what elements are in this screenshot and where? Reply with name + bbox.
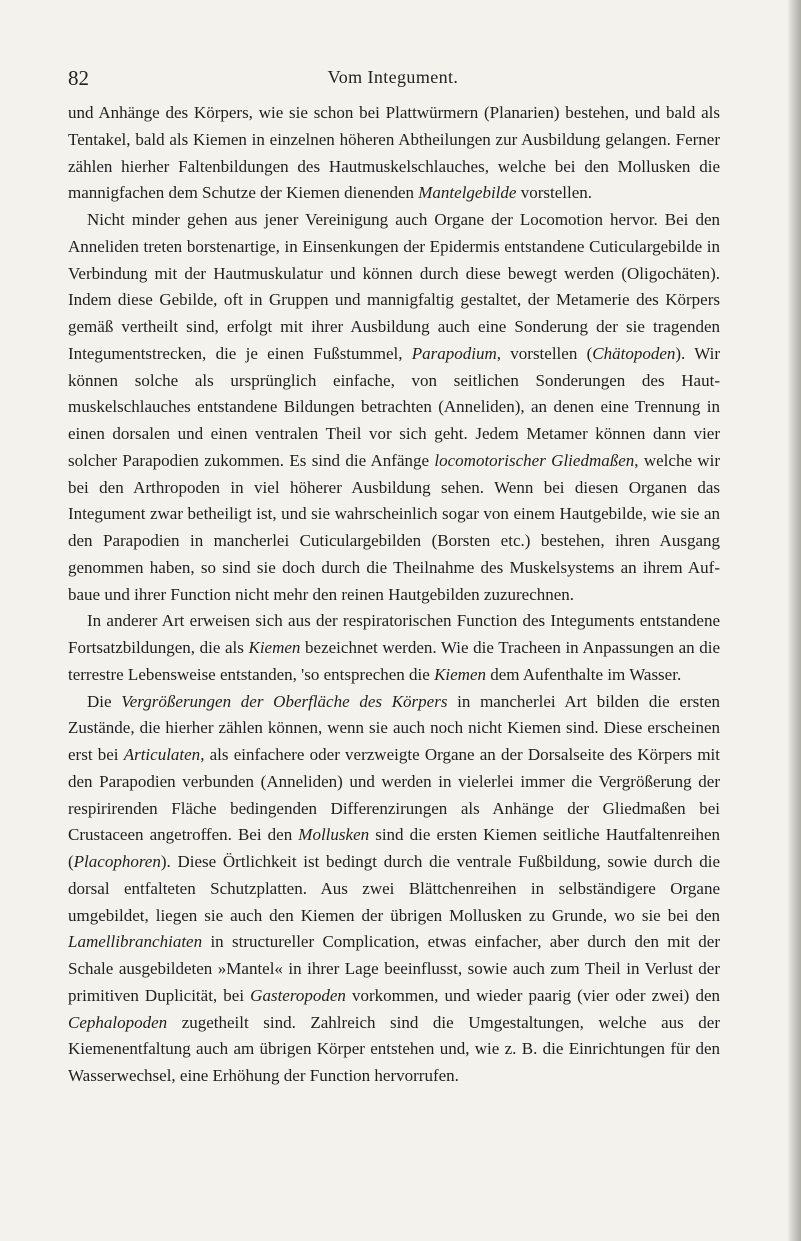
italic-term: Vergrößerungen der Oberfläche des Körpers: [121, 691, 448, 711]
italic-term: Lamellibranchiaten: [68, 932, 203, 952]
scan-edge-shadow: [787, 0, 801, 1241]
text-run: vorstellen.: [516, 183, 593, 203]
italic-term: Chätopoden: [592, 343, 676, 363]
text-run: Nicht minder gehen aus jener Vereinigung auch Organe der Locomotion hervor. Bei den Anneliden treten borstenartige, in Einsenkungen der Epidermis entstandene Cuticulargebilde in Verbindung mit der Hautmuskulatur und können durch diese bewegt werden (Oligochäten). Indem diese Gebilde, oft in Gruppen und mannigfaltig gestaltet, der Metamerie des Körpers gemäß vertheilt sind, erfolgt mit ihrer Ausbildung auch eine Sonderung der sie tragenden Integumentstrecken, die je einen Fußstummel,: [68, 210, 720, 363]
italic-term: locomotorischer Gliedmaßen: [434, 450, 635, 470]
paragraph: [68, 689, 720, 1090]
paragraph: [68, 608, 720, 688]
text-run: zugetheilt sind. Zahlreich sind die Umgestaltungen, welche aus der Kiemenentfaltung auch am übrigen Körper entstehen und, wie z. B. die Einrichtungen für den Wasserwechsel, eine Erhöhung der Function hervorrufen.: [68, 1012, 720, 1085]
running-title: Vom Integument.: [327, 67, 459, 87]
paragraph: [68, 100, 720, 207]
italic-term: Mantelgebilde: [418, 183, 517, 203]
text-run: , vorstellen (: [496, 343, 593, 363]
page-header: [68, 66, 718, 96]
text-run: in mancherlei Art bilden die ersten Zustände, die hierher zählen können, wenn sie auch noch nicht Kiemen sind. Diese erscheinen erst bei: [68, 691, 720, 764]
italic-term: Kiemen: [248, 638, 301, 657]
text-run: sind die ersten Kiemen seitliche Hautfaltenreihen (: [68, 825, 720, 871]
paragraph: [68, 207, 720, 608]
text-run: ). Wir können solche als ursprünglich einfache, von seitlichen Sonderungen des Hautmuskelschlauches entstandene Bildungen betrachten (Anneliden), an denen eine Trennung in einen dorsalen und einen ventralen Theil vor sich geht. Jedem Metamer können dann vier solcher Parapodien zukommen. Es sind die Anfänge: [68, 343, 720, 470]
italic-term: Gasteropoden: [250, 985, 346, 1005]
text-run: und Anhänge des Körpers, wie sie schon bei Plattwürmern (Planarien) bestehen, und bald als Tentakel, bald als Kiemen in einzelnen höheren Abtheilungen zur Ausbildung gelangen. Ferner zählen hierher Faltenbildungen des Hautmuskelschlauches, welche bei den Mollusken die mannigfachen dem Schutze der Kiemen dienenden: [68, 103, 720, 203]
text-run: vorkommen, und wieder paarig (vier oder zwei) den: [345, 985, 720, 1005]
text-run: in structureller Complication, etwas einfacher, aber durch den mit der Schale ausgebildeten »Mantel« in ihrer Lage beeinflusst, sowie auch zum Theil in Verlust der primitiven Duplicität, bei: [68, 932, 720, 1005]
italic-term: Placophoren: [73, 852, 161, 871]
italic-term: Articulaten: [123, 745, 201, 764]
text-run: bezeichnet werden. Wie die Tracheen in Anpassungen an die terrestre Lebensweise entstanden, 'so entsprechen die: [68, 638, 720, 684]
text-run: In anderer Art erweisen sich aus der respiratorischen Function des Integuments entstandene Fortsatzbildungen, die als: [68, 611, 720, 657]
italic-term: Cephalopoden: [68, 1012, 168, 1032]
body-text: [68, 100, 720, 1090]
italic-term: Kiemen: [434, 664, 486, 684]
italic-term: Mollusken: [298, 825, 370, 845]
text-run: dem Aufenthalte im Wasser.: [486, 664, 682, 684]
text-run: , welche wir bei den Arthropoden in viel höherer Ausbildung sehen. Wenn bei diesen Organen das Integument zwar betheiligt ist, und sie wahrscheinlich sogar von einem Hautgebilde, wie sie an den Parapodien in mancherlei Cuticulargebilden (Borsten etc.) bestehen, ihren Ausgang genommen haben, so sind sie doch durch die Theilnahme des Muskelsystems an ihrem Aufbaue und ihrer Function nicht mehr den reinen Hautgebilden zuzurechnen.: [68, 450, 720, 604]
page-number: 82: [68, 66, 89, 90]
text-run: , als einfachere oder verzweigte Organe an der Dorsalseite des Körpers mit den Parapodien verbunden (Anneliden) und werden in vielerlei immer die Vergrößerung der respirirenden Fläche bedingenden Differenzirungen als Anhänge der Gliedmaßen bei Crustaceen angetroffen. Bei den: [68, 745, 720, 845]
text-run: ). Diese Örtlichkeit ist bedingt durch die ventrale Fußbildung, sowie durch die dorsal entfalteten Schutzplatten. Aus zwei Blättchenreihen in selbständigere Organe umgebildet, liegen sie auch den Kiemen der übrigen Mollusken zu Grunde, wo sie bei den: [68, 852, 720, 925]
italic-term: Parapodium: [411, 343, 497, 363]
text-run: Die: [87, 691, 122, 711]
